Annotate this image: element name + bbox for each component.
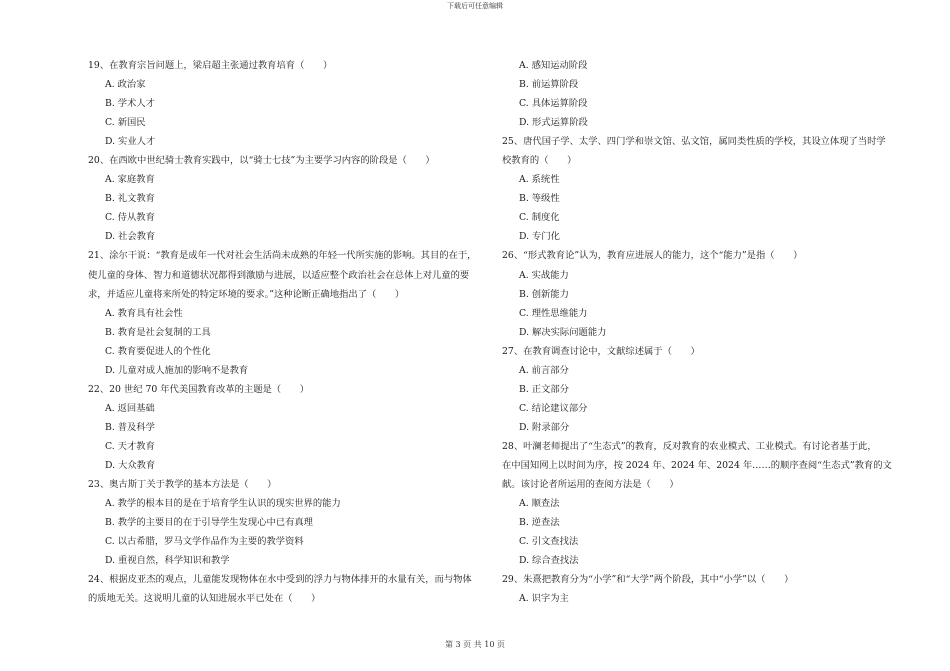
option-c: C. 天才教育 xyxy=(105,440,155,452)
option-d: D. 儿童对成人施加的影响不是教育 xyxy=(105,364,249,376)
option-a: A. 政治家 xyxy=(105,79,146,91)
option-c: C. 新国民 xyxy=(105,117,146,129)
question-25 xyxy=(502,132,902,246)
option-b: B. 逆查法 xyxy=(519,517,560,529)
question-text: 22、20 世纪 70 年代美国教育改革的主题是（ ） xyxy=(88,383,309,395)
option-a: A. 返回基础 xyxy=(105,402,155,414)
question-text-line: 的质地无关。这说明儿童的认知进展水平已处在（ ） xyxy=(88,593,321,605)
option-c: C. 侍从教育 xyxy=(105,212,155,224)
question-21 xyxy=(88,246,490,379)
question-24-options xyxy=(502,56,902,132)
option-d: D. 大众教育 xyxy=(105,459,156,471)
option-b: B. 教学的主要目的在于引导学生发现心中已有真理 xyxy=(105,517,313,529)
option-c: C. 教育要促进人的个性化 xyxy=(105,345,211,357)
question-text: 20、在西欧中世纪骑士教育实践中，以“骑士七技”为主要学习内容的阶段是（ ） xyxy=(88,155,435,167)
question-text-line: 25、唐代国子学、太学、四门学和崇文馆、弘文馆，属同类性质的学校，其设立体现了当时学 xyxy=(502,136,886,148)
page-number: 第 3 页 共 10 页 xyxy=(445,640,505,649)
option-a: A. 实战能力 xyxy=(519,269,569,281)
question-text: 27、在教育调查讨论中，文献综述属于（ ） xyxy=(502,345,700,357)
question-28 xyxy=(502,437,902,570)
question-20 xyxy=(88,151,490,246)
option-b: B. 教育是社会复制的工具 xyxy=(105,326,211,338)
option-d: D. 专门化 xyxy=(519,231,560,243)
option-d: D. 综合查找法 xyxy=(519,555,579,567)
option-d: D. 实业人才 xyxy=(105,136,156,148)
option-c: C. 引文查找法 xyxy=(519,536,579,548)
right-column xyxy=(502,56,902,608)
option-c: C. 以古希腊，罗马文学作品作为主要的教学资料 xyxy=(105,536,304,548)
question-23 xyxy=(88,475,490,570)
question-27 xyxy=(502,342,902,437)
option-b: B. 前运算阶段 xyxy=(519,79,579,91)
question-text-line: 21、涂尔干说：“教育是成年一代对社会生活尚未成熟的年轻一代所实施的影响。其目的在于， xyxy=(88,250,477,262)
option-b: B. 礼文教育 xyxy=(105,193,155,205)
question-text-line: 校教育的（ ） xyxy=(502,155,577,167)
page-header: 下载后可任意编辑 xyxy=(447,2,503,10)
option-d: D. 重视自然，科学知识和教学 xyxy=(105,555,230,567)
question-text-line: 在中国知网上以时间为序，按 2024 年、2024 年、2024 年……的顺序查阅“生态式”教育的文 xyxy=(502,459,892,471)
option-a: A. 感知运动阶段 xyxy=(519,60,588,71)
option-a: A. 前言部分 xyxy=(519,364,569,376)
question-text-line: 28、叶澜老师提出了“生态式”的教育，反对教育的农业模式、工业模式。有讨论者基于此， xyxy=(502,440,877,452)
option-d: D. 社会教育 xyxy=(105,231,156,243)
option-a: A. 家庭教育 xyxy=(105,174,155,186)
question-29 xyxy=(502,570,902,608)
option-c: C. 结论建议部分 xyxy=(519,402,588,414)
option-a: A. 系统性 xyxy=(519,174,560,186)
left-column xyxy=(88,56,490,608)
question-24 xyxy=(88,570,490,608)
option-b: B. 正文部分 xyxy=(519,383,569,395)
option-a: A. 顺查法 xyxy=(519,498,560,510)
option-a: A. 教学的根本目的是在于培育学生认识的现实世界的能力 xyxy=(105,498,341,510)
option-c: C. 制度化 xyxy=(519,212,560,224)
option-b: B. 创新能力 xyxy=(519,288,569,300)
question-text: 19、在教育宗旨问题上，梁启超主张通过教育培育（ ） xyxy=(88,60,333,71)
option-a: A. 识字为主 xyxy=(519,593,569,605)
question-26 xyxy=(502,246,902,341)
question-text-line: 24、根据皮亚杰的观点，儿童能发现物体在水中受到的浮力与物体排开的水量有关，而与物体 xyxy=(88,574,472,586)
question-text: 29、朱熹把教育分为“小学”和“大学”两个阶段，其中“小学”以（ ） xyxy=(502,574,794,586)
option-d: D. 形式运算阶段 xyxy=(519,117,588,129)
question-text-line: 献。该讨论者所运用的查阅方法是（ ） xyxy=(502,479,679,491)
option-d: D. 解决实际问题能力 xyxy=(519,326,607,338)
option-b: B. 学术人才 xyxy=(105,98,155,110)
question-19 xyxy=(88,56,490,151)
question-22 xyxy=(88,380,490,475)
option-b: B. 普及科学 xyxy=(105,421,155,433)
option-c: C. 具体运算阶段 xyxy=(519,98,588,110)
option-c: C. 理性思维能力 xyxy=(519,307,588,319)
question-text: 23、奥古斯丁关于教学的基本方法是（ ） xyxy=(88,479,277,491)
question-text-line: 使儿童的身体、智力和道德状况都得到激励与进展，以适应整个政治社会在总体上对儿童的要 xyxy=(88,269,470,281)
option-a: A. 教育具有社会性 xyxy=(105,307,183,319)
question-text: 26、“形式教育论”认为，教育应进展人的能力，这个“能力”是指（ ） xyxy=(502,250,803,262)
question-text-line: 求，并适应儿童将来所处的特定环境的要求。”这种论断正确地指出了（ ） xyxy=(88,288,405,300)
option-d: D. 附录部分 xyxy=(519,421,570,433)
option-b: B. 等级性 xyxy=(519,193,560,205)
